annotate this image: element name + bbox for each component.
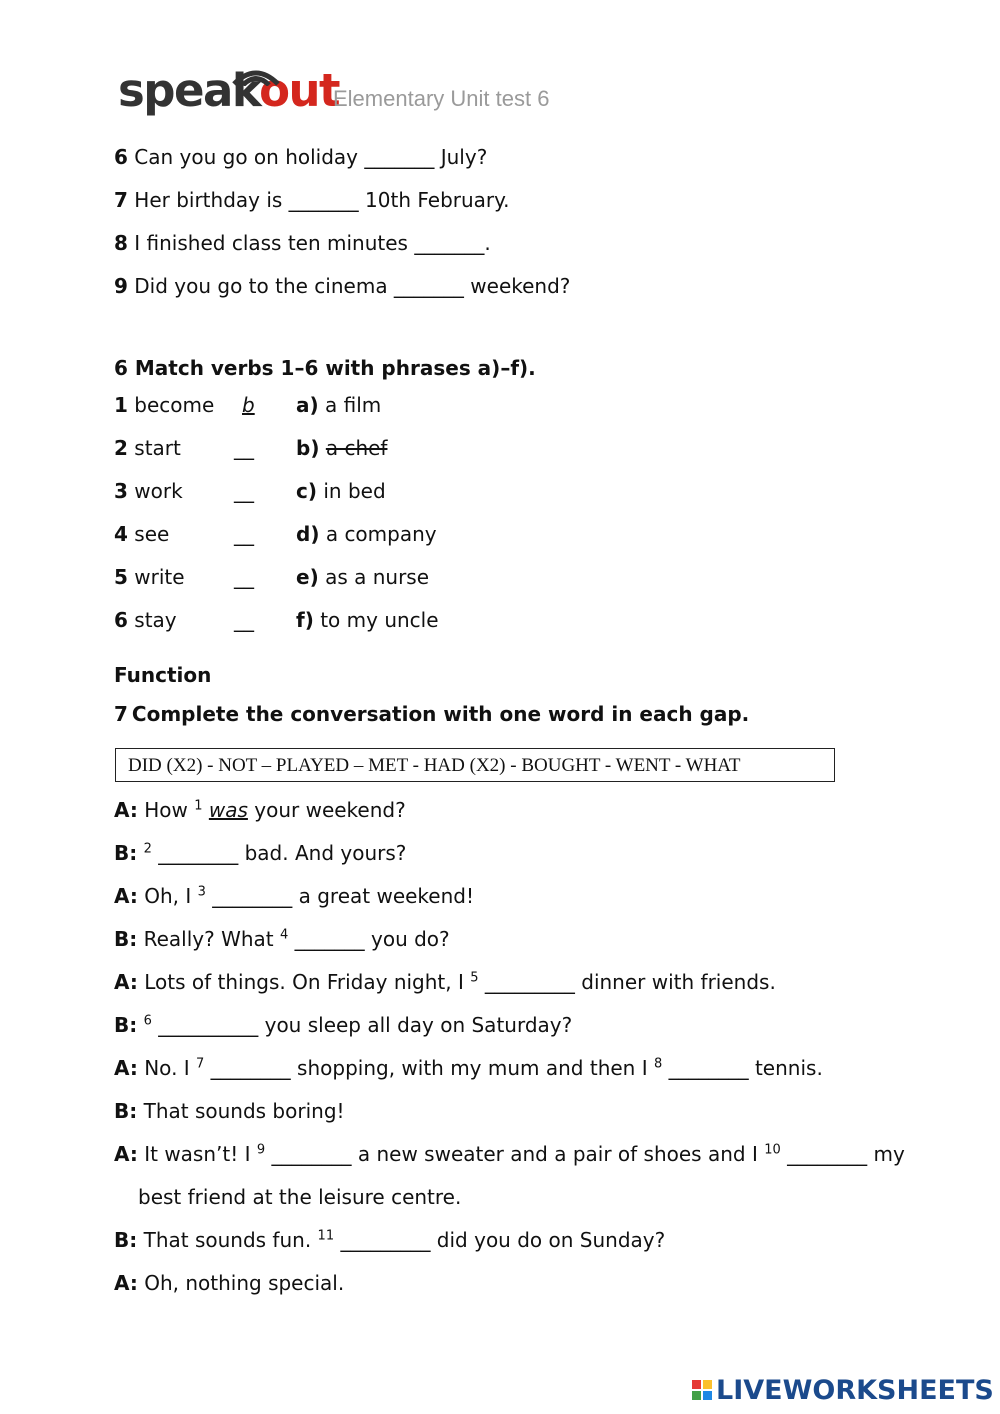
gap-blank[interactable]: _________ dinner with friends. <box>478 970 776 994</box>
match-answer[interactable]: __ <box>234 522 254 546</box>
match-answer[interactable]: __ <box>234 436 254 460</box>
speakout-logo <box>118 62 339 122</box>
dialogue-line: B: That sounds boring! <box>114 1099 345 1123</box>
gap-item: 8 I finished class ten minutes _______. <box>114 231 491 255</box>
logo-out-text: out <box>259 64 340 117</box>
signal-arcs-icon <box>226 60 286 86</box>
gap-blank[interactable]: ________ a great weekend! <box>205 884 474 908</box>
gap-blank[interactable]: ________ shopping, with my mum and then I <box>204 1056 654 1080</box>
match-answer[interactable]: __ <box>234 565 254 589</box>
gap-blank[interactable]: _______ you do? <box>288 927 450 951</box>
match-answer[interactable]: __ <box>234 479 254 503</box>
dialogue-line: A: How $^1$ was your weekend? <box>114 798 406 822</box>
dialogue-line-continued: best friend at the leisure centre. <box>138 1185 462 1209</box>
liveworksheets-squares-icon <box>692 1380 712 1400</box>
dialogue-line: B: $^6$ __________ you sleep all day on Saturday? <box>114 1013 573 1037</box>
unit-test-subtitle: Elementary Unit test 6 <box>333 86 550 111</box>
gap-blank[interactable]: _________ did you do on Sunday? <box>334 1228 666 1252</box>
match-answer[interactable]: b <box>242 393 255 417</box>
dialogue-line: A: Lots of things. On Friday night, I $^5$ _________ dinner with friends. <box>114 970 776 994</box>
gap-item: 6 Can you go on holiday _______ July? <box>114 145 488 169</box>
task-heading: 7 Complete the conversation with one word in each gap. <box>114 702 750 726</box>
dialogue-line: A: No. I $^7$ ________ shopping, with my mum and then I $^8$ ________ tennis. <box>114 1056 823 1080</box>
dialogue-line: B: That sounds fun. $^{11}$ _________ did you do on Sunday? <box>114 1228 666 1252</box>
dialogue-line: B: $^2$ ________ bad. And yours? <box>114 841 407 865</box>
section-title: Function <box>114 663 212 687</box>
gap-blank[interactable]: ________ bad. And yours? <box>151 841 407 865</box>
word-box: DID (X2) - NOT – PLAYED – MET - HAD (X2) - BOUGHT - WENT - WHAT <box>115 748 835 782</box>
gap-item: 7 Her birthday is _______ 10th February. <box>114 188 510 212</box>
gap-blank[interactable]: ________ a new sweater and a pair of shoes and I <box>265 1142 765 1166</box>
gap-item: 9 Did you go to the cinema _______ weekend? <box>114 274 571 298</box>
match-answer[interactable]: __ <box>234 608 254 632</box>
gap-answer[interactable]: was <box>208 798 248 822</box>
dialogue-line: B: Really? What $^4$ _______ you do? <box>114 927 450 951</box>
liveworksheets-logo <box>692 1374 994 1406</box>
gap-blank[interactable]: ________ my <box>780 1142 905 1166</box>
logo-speak-text: speak <box>118 64 260 117</box>
match-heading: 6 Match verbs 1–6 with phrases a)–f). <box>114 356 536 380</box>
dialogue-line: A: Oh, nothing special. <box>114 1271 345 1295</box>
dialogue-line: A: It wasn’t! I $^9$ ________ a new sweater and a pair of shoes and I $^{10}$ ________ my <box>114 1142 905 1166</box>
dialogue-line: A: Oh, I $^3$ ________ a great weekend! <box>114 884 474 908</box>
gap-blank[interactable]: __________ you sleep all day on Saturday? <box>151 1013 573 1037</box>
gap-blank[interactable]: ________ tennis. <box>662 1056 823 1080</box>
liveworksheets-brand-text: LIVEWORKSHEETS <box>716 1374 994 1406</box>
